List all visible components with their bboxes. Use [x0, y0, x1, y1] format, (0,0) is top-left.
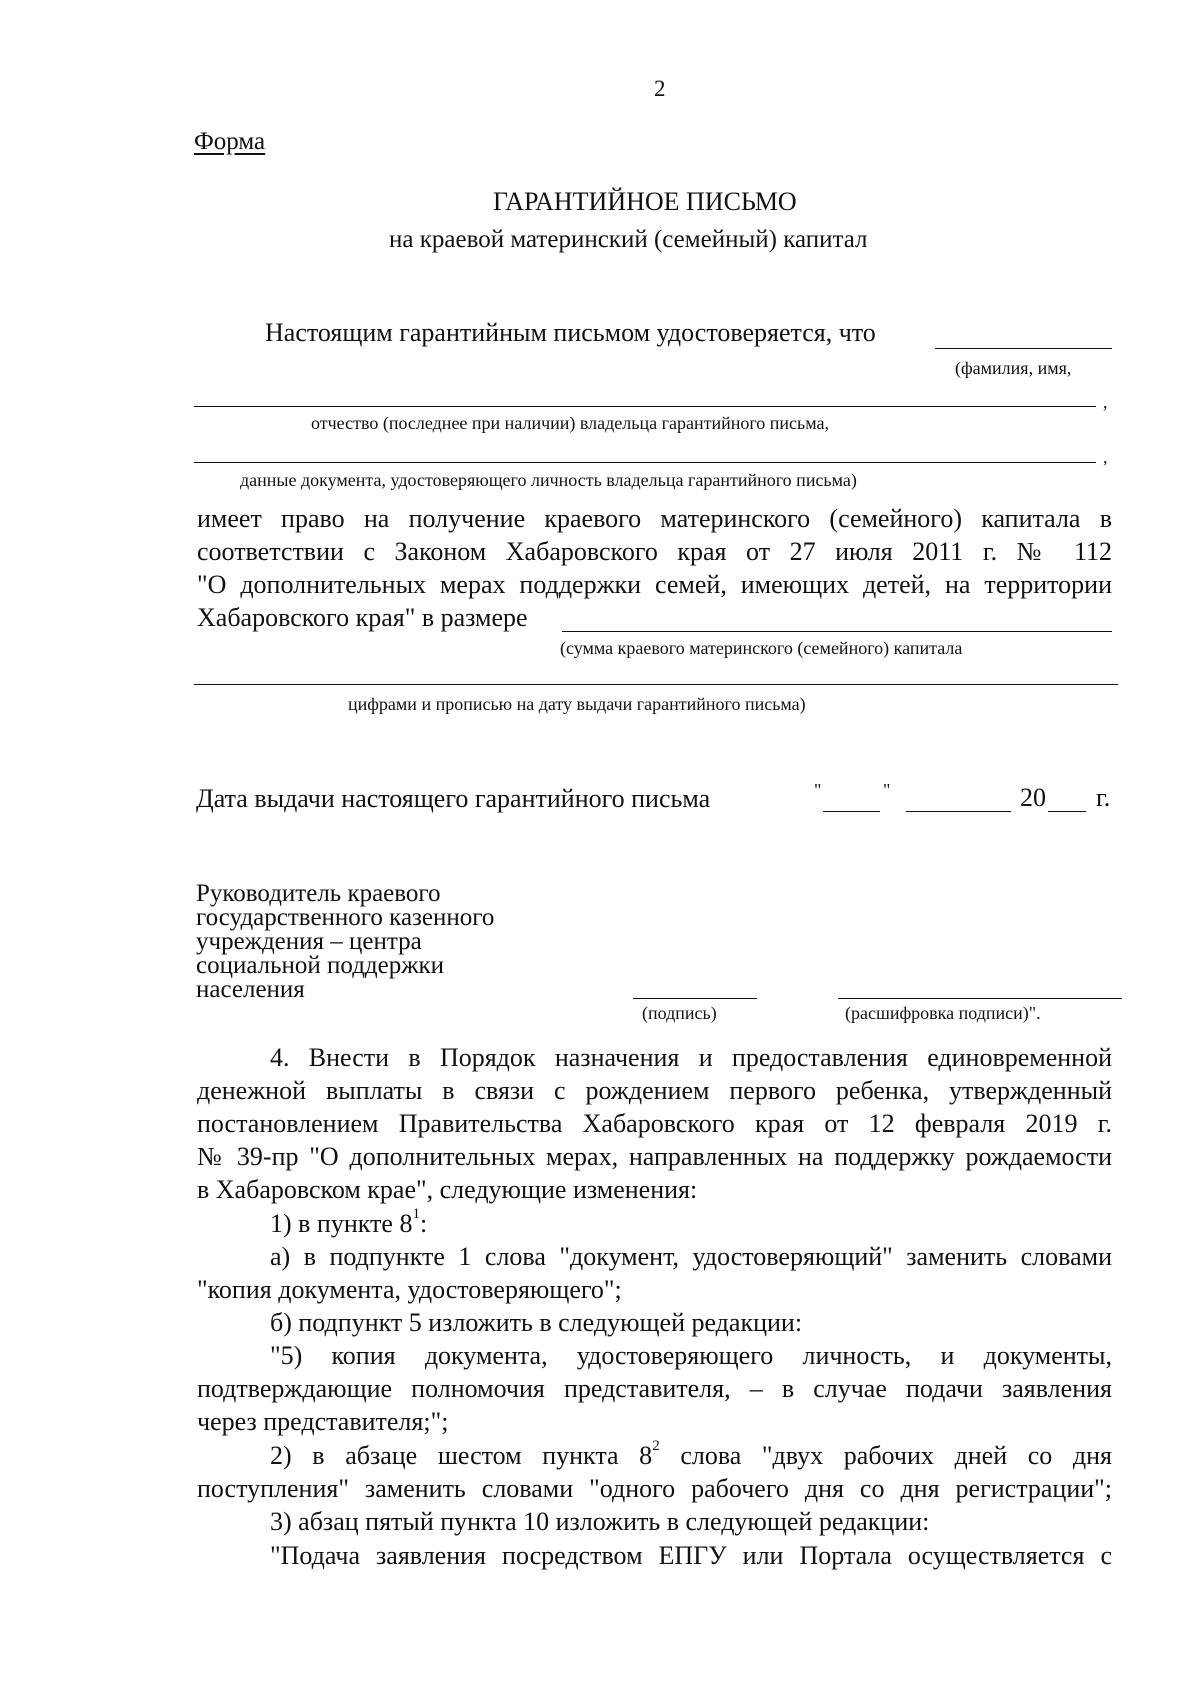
sub2-line-2: поступления" заменить словами "одного рабочего дня со дня регистрации";: [197, 1474, 1112, 1503]
item4-line-4: № 39-пр "О дополнительных мерах, направленных на поддержку рождаемости: [197, 1142, 1112, 1171]
item4-line-3: постановлением Правительства Хабаровского края от 12 февраля 2019 г.: [197, 1109, 1112, 1138]
blank-amount-line[interactable]: [562, 631, 1112, 632]
sub2-tail: слова "двух рабочих дней со дня: [659, 1441, 1113, 1470]
sub1-sup: 1: [412, 1206, 420, 1223]
date-label: Дата выдачи настоящего гарантийного письма: [196, 784, 711, 813]
amount-label: Хабаровского края" в размере: [197, 603, 528, 632]
hint-amount-words: цифрами и прописью на дату выдачи гарантийного письма): [348, 694, 806, 714]
sub1-tail: :: [419, 1209, 428, 1238]
form-label: Форма: [194, 128, 266, 155]
sub5-line-3: через представителя;";: [197, 1407, 449, 1436]
sub2-sup: 2: [652, 1438, 660, 1455]
date-quote-close: ": [883, 780, 891, 800]
last-line: "Подача заявления посредством ЕПГУ или Портала осуществляется с: [270, 1541, 1112, 1570]
signer-line-2: государственного казенного: [196, 904, 495, 931]
body-line-1: имеет право на получение краевого материнского (семейного) капитала в: [197, 504, 1112, 533]
signer-line-5: населения: [196, 976, 305, 1003]
intro-text: Настоящим гарантийным письмом удостоверяется, что: [265, 318, 876, 347]
blank-document-line[interactable]: [194, 462, 1096, 463]
blank-day-line[interactable]: [823, 811, 880, 812]
item4-line-5: в Хабаровском крае", следующие изменения:: [197, 1175, 698, 1204]
page-number: 2: [654, 76, 666, 101]
sub1: [270, 1206, 428, 1239]
blank-decode-line[interactable]: [838, 998, 1122, 999]
item4-line-1: 4. Внести в Порядок назначения и предоставления единовременной: [270, 1043, 1112, 1072]
date-year-prefix: 20: [1020, 783, 1046, 812]
blank-amount-words-line[interactable]: [194, 684, 1118, 685]
sub2-line-1: [270, 1438, 1113, 1471]
hint-document: данные документа, удостоверяющего личность владельца гарантийного письма): [240, 470, 857, 490]
sub1-text: 1) в пункте 8: [270, 1209, 413, 1238]
date-quote-open: ": [814, 780, 822, 800]
blank-year-line[interactable]: [1048, 811, 1086, 812]
sub2-text: 2) в абзаце шестом пункта 8: [270, 1441, 653, 1470]
blank-signature-line[interactable]: [633, 998, 757, 999]
sub5-line-2: подтверждающие полномочия представителя, – в случае подачи заявления: [197, 1374, 1112, 1403]
comma-1: ,: [1103, 392, 1108, 412]
document-subtitle: на краевой материнский (семейный) капитал: [389, 226, 868, 253]
signer-line-1: Руководитель краевого: [196, 880, 441, 907]
item4-line-2: денежной выплаты в связи с рождением первого ребенка, утвержденный: [197, 1076, 1112, 1105]
blank-month-line[interactable]: [906, 811, 1011, 812]
blank-name-line[interactable]: [935, 348, 1112, 349]
decode-hint: (расшифровка подписи)".: [845, 1003, 1041, 1023]
hint-patronymic: отчество (последнее при наличии) владельца гарантийного письма,: [311, 413, 830, 433]
hint-name: (фамилия, имя,: [955, 358, 1072, 378]
date-year-suffix: г.: [1096, 783, 1111, 812]
document-title: ГАРАНТИЙНОЕ ПИСЬМО: [493, 187, 797, 216]
hint-amount: (сумма краевого материнского (семейного) капитала: [560, 638, 963, 658]
subb: б) подпункт 5 изложить в следующей редакции:: [270, 1308, 803, 1337]
body-line-3: "О дополнительных мерах поддержки семей, имеющих детей, на территории: [197, 570, 1112, 599]
signature-hint: (подпись): [642, 1003, 717, 1023]
sub3: 3) абзац пятый пункта 10 изложить в следующей редакции:: [270, 1507, 930, 1536]
blank-patronymic-line[interactable]: [194, 406, 1096, 407]
suba-line-1: а) в подпункте 1 слова "документ, удостоверяющий" заменить словами: [270, 1242, 1112, 1271]
sub5-line-1: "5) копия документа, удостоверяющего личность, и документы,: [270, 1341, 1112, 1370]
comma-2: ,: [1103, 447, 1108, 467]
suba-line-2: "копия документа, удостоверяющего";: [197, 1275, 622, 1304]
body-line-2: соответствии с Законом Хабаровского края от 27 июля 2011 г. № 112: [197, 537, 1112, 566]
signer-line-4: социальной поддержки: [196, 952, 445, 979]
signer-line-3: учреждения – центра: [196, 928, 422, 955]
